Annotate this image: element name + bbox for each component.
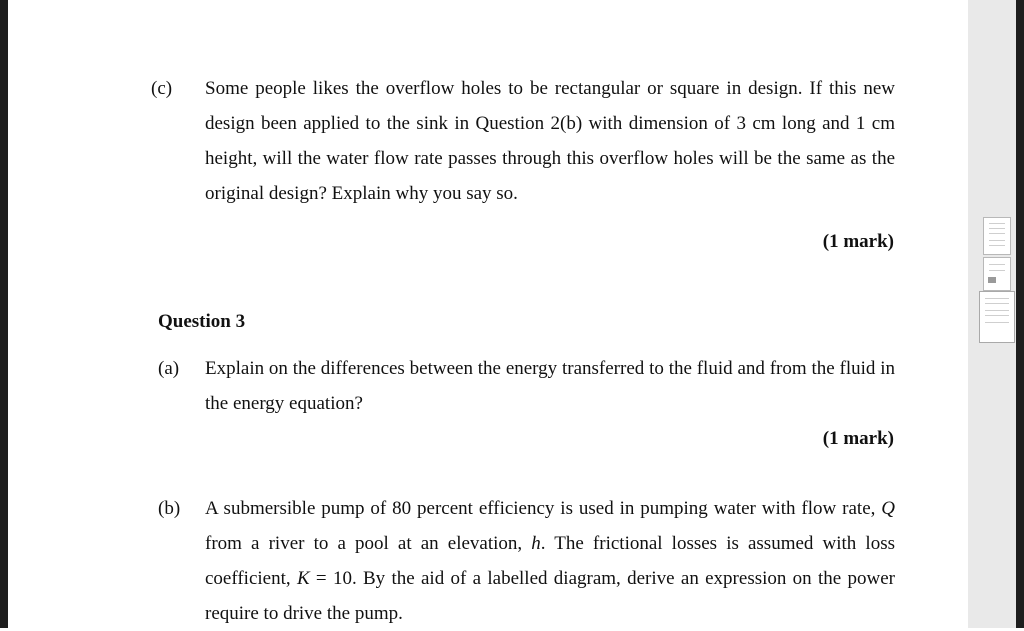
window-left-border bbox=[0, 0, 8, 628]
page-thumbnail-3-current[interactable] bbox=[979, 291, 1015, 343]
part-b-line-2-mid: from a river to a pool at an elevation, bbox=[205, 533, 532, 554]
part-a-line-2: fluid in the energy equation? bbox=[205, 358, 896, 414]
question-3-heading: Question 3 bbox=[158, 311, 246, 332]
part-c-mark: (1 mark) bbox=[822, 231, 894, 252]
part-b-line-1: A submersible pump of 80 percent efficiency is used in pumping water with flow rate, bbox=[205, 498, 876, 519]
part-b-line-3 bbox=[205, 568, 841, 589]
part-c-line-2: new design been applied to the sink in Question 2(b) with dimension of 3 cm long bbox=[205, 78, 895, 134]
part-b-label: (b) bbox=[158, 498, 181, 519]
part-a-text bbox=[205, 351, 895, 421]
part-c-line-1: Some people likes the overflow holes to be rectangular or square in design. If this bbox=[205, 78, 857, 99]
part-b-line-4: power require to drive the pump. bbox=[205, 568, 895, 624]
var-h: h bbox=[531, 533, 541, 554]
part-b-text bbox=[205, 491, 895, 631]
var-q: Q bbox=[881, 498, 895, 519]
part-c-text bbox=[205, 71, 895, 211]
part-a-mark: (1 mark) bbox=[822, 428, 894, 449]
part-c-line-4: the same as the original design? Explain why you say so. bbox=[205, 148, 896, 204]
part-b-line-3-start: coefficient, bbox=[205, 568, 297, 589]
part-b-line-3-end: = 10. By the aid of a labelled diagram, derive an expression on the bbox=[309, 568, 842, 589]
part-b-line-2-end: . The frictional losses is assumed with loss bbox=[540, 533, 895, 554]
part-a-label: (a) bbox=[158, 358, 180, 379]
page-thumbnail-1[interactable] bbox=[983, 217, 1011, 255]
page-thumbnail-2[interactable] bbox=[983, 257, 1011, 291]
part-c-label: (c) bbox=[151, 78, 173, 99]
window-right-border bbox=[1016, 0, 1024, 628]
thumbnail-image-icon bbox=[988, 277, 996, 283]
var-k: K bbox=[296, 568, 310, 589]
part-c-line-3: and 1 cm height, will the water flow rate passes through this overflow holes will be bbox=[205, 113, 896, 169]
part-a-line-1: Explain on the differences between the energy transferred to the fluid and from the bbox=[205, 358, 835, 379]
